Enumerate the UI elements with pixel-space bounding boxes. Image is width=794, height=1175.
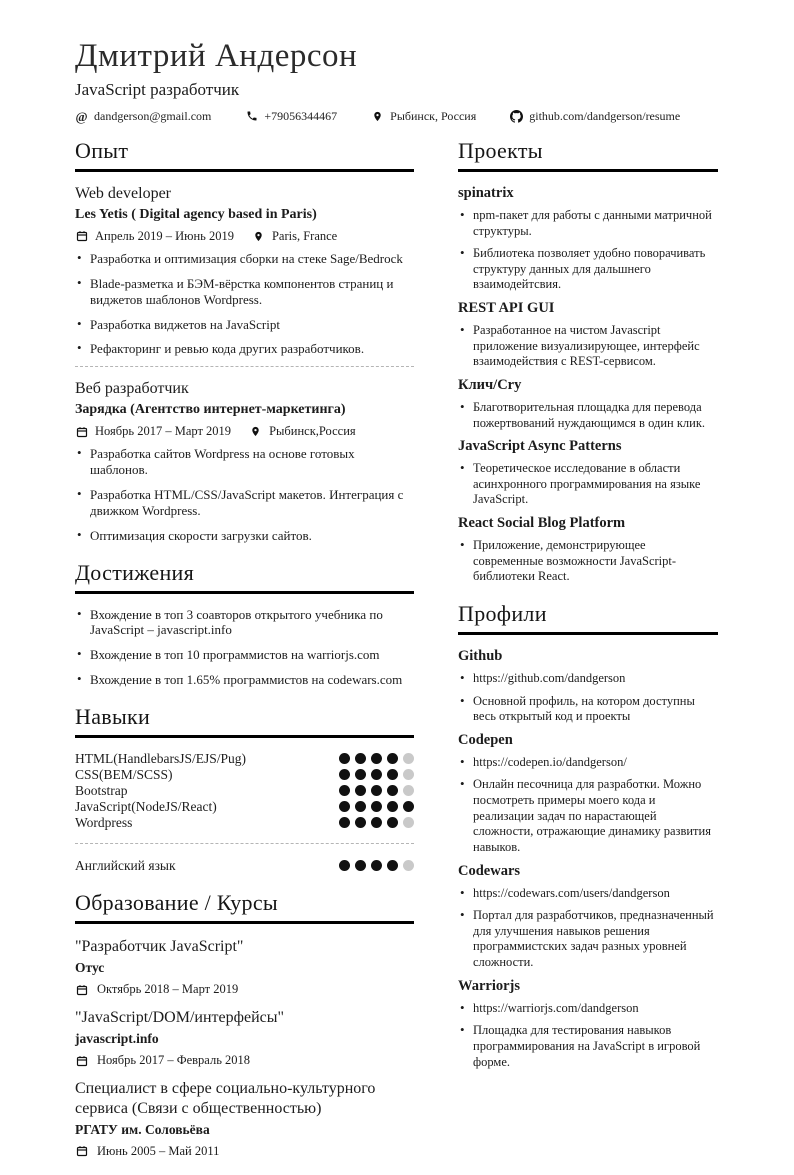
skill-row bbox=[75, 767, 414, 783]
phone-icon bbox=[245, 110, 258, 123]
language-label: Английский язык bbox=[75, 857, 176, 873]
language-skill-row bbox=[75, 858, 414, 874]
job-dates: Апрель 2019 – Июнь 2019 bbox=[95, 228, 234, 243]
profile-name: Codewars bbox=[458, 862, 521, 879]
education-org: РГАТУ им. Соловьёва bbox=[75, 1121, 210, 1137]
section-projects bbox=[458, 138, 718, 585]
education-heading: Образование / Курсы bbox=[75, 890, 414, 924]
job-divider bbox=[75, 366, 414, 367]
profile-url[interactable]: • https://codepen.io/dandgerson/ bbox=[458, 755, 718, 771]
education-org: Отус bbox=[75, 960, 105, 976]
github-icon bbox=[510, 110, 523, 123]
achievements-heading: Достижения bbox=[75, 560, 414, 594]
project-item bbox=[458, 515, 718, 585]
project-bullets bbox=[458, 400, 718, 431]
profile-desc: • Площадка для тестирования навыков программирования на JavaScript в игровой форме. bbox=[458, 1023, 718, 1070]
education-meta bbox=[75, 1053, 414, 1068]
job-company: Зарядка (Агентство интернет-маркетинга) bbox=[75, 402, 346, 418]
skill-label: Wordpress bbox=[75, 814, 133, 830]
section-experience bbox=[75, 138, 414, 544]
education-title: Специалист в сфере социально-культурного сервиса (Связи с общественностью) bbox=[75, 1080, 376, 1117]
project-bullets bbox=[458, 323, 718, 370]
education-org: javascript.info bbox=[75, 1031, 159, 1047]
skills-divider bbox=[75, 843, 414, 844]
achievement-item: • Вхождение в топ 1.65% программистов на codewars.com bbox=[75, 672, 414, 688]
achievement-item: • Вхождение в топ 10 программистов на warriorjs.com bbox=[75, 647, 414, 663]
project-bullet: • Теоретическое исследование в области асинхронного программирования на языке JavaScript. bbox=[458, 461, 718, 508]
location-pin-icon bbox=[252, 230, 265, 243]
project-bullet: • Библиотека позволяет удобно поворачивать структуру данных для дальшнего взаимодейтсвия. bbox=[458, 246, 718, 293]
job-bullet: • Разработка виджетов на JavaScript bbox=[75, 317, 414, 333]
skills-heading: Навыки bbox=[75, 704, 414, 738]
profile-item bbox=[458, 863, 718, 971]
profiles-heading: Профили bbox=[458, 601, 718, 635]
contact-row bbox=[75, 109, 718, 124]
education-dates: Ноябрь 2017 – Февраль 2018 bbox=[97, 1053, 251, 1068]
calendar-icon bbox=[75, 983, 88, 996]
skill-row bbox=[75, 783, 414, 799]
education-meta bbox=[75, 1144, 414, 1159]
resume-header bbox=[75, 38, 718, 124]
experience-heading: Опыт bbox=[75, 138, 414, 172]
profile-url[interactable]: • https://warriorjs.com/dandgerson bbox=[458, 1001, 718, 1017]
calendar-icon bbox=[75, 1145, 88, 1158]
skill-level-dots bbox=[339, 753, 414, 764]
project-bullet: • Благотворительная площадка для перевода пожертвований нуждающимся в один клик. bbox=[458, 400, 718, 431]
skill-row bbox=[75, 815, 414, 831]
person-title: JavaScript разработчик bbox=[75, 79, 240, 99]
skill-level-dots bbox=[339, 769, 414, 780]
job-bullet: • Разработка HTML/CSS/JavaScript макетов. Интеграция с движком Wordpress. bbox=[75, 487, 414, 519]
contact-phone[interactable] bbox=[245, 109, 337, 124]
calendar-icon bbox=[75, 230, 88, 243]
education-dates: Октябрь 2018 – Март 2019 bbox=[97, 982, 239, 997]
calendar-icon bbox=[75, 425, 88, 438]
education-title: "JavaScript/DOM/интерфейсы" bbox=[75, 1009, 285, 1027]
job-location: Paris, France bbox=[271, 228, 338, 243]
skill-level-dots bbox=[339, 817, 414, 828]
education-title: "Разработчик JavaScript" bbox=[75, 937, 244, 955]
profile-item bbox=[458, 978, 718, 1071]
education-item bbox=[75, 1079, 414, 1158]
profile-name: Github bbox=[458, 647, 503, 664]
profile-details bbox=[458, 671, 718, 725]
skill-label: HTML(HandlebarsJS/EJS/Pug) bbox=[75, 750, 246, 766]
education-item bbox=[75, 1008, 414, 1068]
location-pin-icon bbox=[371, 110, 384, 123]
skill-level-dots bbox=[339, 785, 414, 796]
skill-row bbox=[75, 799, 414, 815]
job-company: Les Yetis ( Digital agency based in Paris) bbox=[75, 206, 317, 222]
project-title: Клич/Cry bbox=[458, 376, 522, 393]
contact-location bbox=[371, 109, 476, 124]
job-role: Web developer bbox=[75, 184, 171, 202]
job-bullet: • Blade-разметка и БЭМ-вёрстка компонентов страниц и виджетов шаблонов Wordpress. bbox=[75, 276, 414, 308]
profile-name: Warriorjs bbox=[458, 977, 521, 994]
skill-row bbox=[75, 751, 414, 767]
contact-location-text: Рыбинск, Россия bbox=[390, 108, 477, 123]
project-title: REST API GUI bbox=[458, 300, 555, 317]
section-achievements bbox=[75, 560, 414, 688]
profile-item bbox=[458, 732, 718, 856]
project-item bbox=[458, 300, 718, 370]
calendar-icon bbox=[75, 1054, 88, 1067]
project-bullet: • npm-пакет для работы с данными матричной структуры. bbox=[458, 208, 718, 239]
education-meta bbox=[75, 982, 414, 997]
contact-github[interactable] bbox=[510, 109, 680, 124]
section-profiles bbox=[458, 601, 718, 1070]
skill-label: CSS(BEM/SCSS) bbox=[75, 766, 173, 782]
job-location: Рыбинск,Россия bbox=[269, 424, 356, 439]
profile-url[interactable]: • https://github.com/dandgerson bbox=[458, 671, 718, 687]
profile-details bbox=[458, 755, 718, 856]
project-bullets bbox=[458, 208, 718, 293]
job-dates: Ноябрь 2017 – Март 2019 bbox=[95, 424, 232, 439]
skill-label: Bootstrap bbox=[75, 782, 128, 798]
profile-details bbox=[458, 1001, 718, 1071]
job-bullet: • Рефакторинг и ревью кода других разработчиков. bbox=[75, 341, 414, 357]
right-column bbox=[458, 138, 718, 1175]
project-item bbox=[458, 377, 718, 431]
profile-url[interactable]: • https://codewars.com/users/dandgerson bbox=[458, 886, 718, 902]
contact-phone-text: +79056344467 bbox=[264, 108, 338, 123]
contact-email[interactable] bbox=[75, 109, 211, 124]
education-dates: Июнь 2005 – Май 2011 bbox=[97, 1143, 220, 1158]
section-education bbox=[75, 890, 414, 1159]
profile-details bbox=[458, 886, 718, 971]
skill-label: JavaScript(NodeJS/React) bbox=[75, 798, 217, 814]
job-item bbox=[75, 380, 414, 543]
person-name: Дмитрий Андерсон bbox=[75, 38, 358, 74]
profile-item bbox=[458, 648, 718, 725]
job-bullets bbox=[75, 251, 414, 357]
job-bullet: • Разработка сайтов Wordpress на основе готовых шаблонов. bbox=[75, 446, 414, 478]
project-title: React Social Blog Platform bbox=[458, 515, 626, 532]
projects-heading: Проекты bbox=[458, 138, 718, 172]
education-item bbox=[75, 937, 414, 997]
language-level-dots bbox=[339, 860, 414, 871]
profile-desc: • Портал для разработчиков, предназначенный для улучшения навыков решения программистских задач разных уровней сложности. bbox=[458, 908, 718, 971]
profile-name: Codepen bbox=[458, 731, 513, 748]
project-bullets bbox=[458, 461, 718, 508]
email-icon: @ bbox=[75, 108, 88, 124]
job-meta bbox=[75, 424, 414, 439]
achievements-list bbox=[75, 607, 414, 688]
project-title: JavaScript Async Patterns bbox=[458, 438, 622, 455]
project-item bbox=[458, 438, 718, 508]
skill-level-dots bbox=[339, 801, 414, 812]
profile-desc: • Основной профиль, на котором доступны весь открытый код и проекты bbox=[458, 694, 718, 725]
project-bullet: • Разработанное на чистом Javascript приложение визуализирующее, интерфейс взаимодействия с REST-сервисом. bbox=[458, 323, 718, 370]
profile-desc: • Онлайн песочница для разработки. Можно посмотреть примеры моего кода и реализации задач по нарастающей сложности, отражающие динамику развития навыков. bbox=[458, 777, 718, 855]
content-columns bbox=[75, 138, 718, 1175]
contact-email-text: dandgerson@gmail.com bbox=[94, 108, 212, 123]
job-bullets bbox=[75, 446, 414, 543]
project-title: spinatrix bbox=[458, 184, 514, 201]
contact-github-text: github.com/dandgerson/resume bbox=[529, 108, 681, 123]
section-skills bbox=[75, 704, 414, 874]
left-column bbox=[75, 138, 414, 1175]
job-item bbox=[75, 185, 414, 357]
job-role: Веб разработчик bbox=[75, 380, 189, 398]
location-pin-icon bbox=[249, 425, 262, 438]
job-bullet: • Разработка и оптимизация сборки на стеке Sage/Bedrock bbox=[75, 251, 414, 267]
project-item bbox=[458, 185, 718, 293]
project-bullets bbox=[458, 538, 718, 585]
job-meta bbox=[75, 229, 414, 244]
job-bullet: • Оптимизация скорости загрузки сайтов. bbox=[75, 528, 414, 544]
project-bullet: • Приложение, демонстрирующее современные возможности JavaScript-библиотеки React. bbox=[458, 538, 718, 585]
achievement-item: • Вхождение в топ 3 соавторов открытого учебника по JavaScript – javascript.info bbox=[75, 607, 414, 639]
